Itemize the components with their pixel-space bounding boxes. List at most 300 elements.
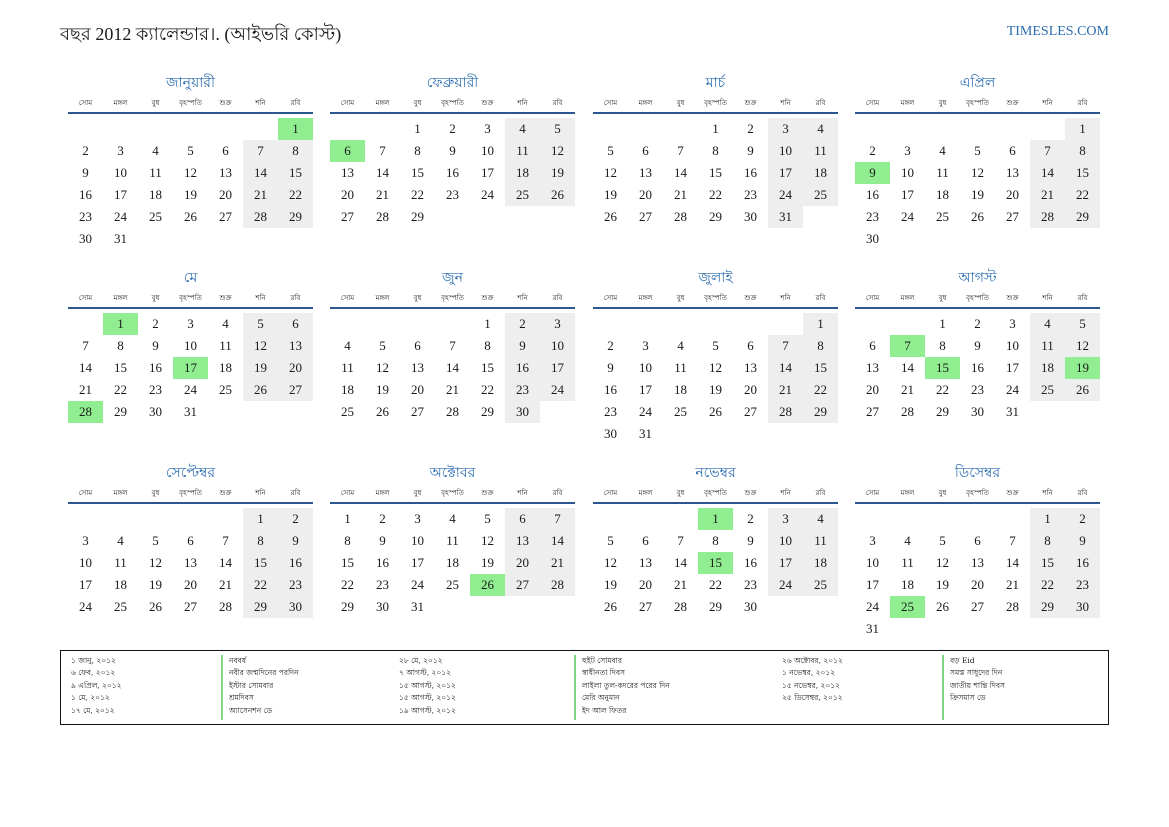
day-cell: 20 xyxy=(866,382,879,397)
empty-cell xyxy=(855,313,890,335)
day-grid xyxy=(330,118,575,228)
empty-cell xyxy=(663,313,698,335)
legend-holiday-name: লাইলা তুল-কদরের পরের দিন xyxy=(582,680,670,690)
day-cell: 5 xyxy=(152,533,159,548)
day-cell: 8 xyxy=(344,533,351,548)
weekday-label: মঙ্গল xyxy=(900,294,915,302)
day-cell: 15 xyxy=(1065,162,1100,184)
day-cell: 24 xyxy=(540,379,575,401)
day-cell: 25 xyxy=(341,404,354,419)
day-cell: 22 xyxy=(709,577,722,592)
day-cell: 19 xyxy=(243,357,278,379)
day-cell: 7 xyxy=(449,338,456,353)
day-cell: 23 xyxy=(744,577,757,592)
day-cell: 17 xyxy=(481,165,494,180)
empty-cell xyxy=(628,118,663,140)
day-cell: 16 xyxy=(604,382,617,397)
day-cell: 15 xyxy=(709,165,722,180)
legend-holiday-name: হুইট সোমবার xyxy=(582,656,622,665)
day-cell: 12 xyxy=(481,533,494,548)
weekday-label: বুধ xyxy=(151,99,160,107)
weekday-label: বৃহস্পতি xyxy=(704,294,727,302)
month-title: জুলাই xyxy=(698,270,733,286)
empty-cell xyxy=(960,118,995,140)
empty-cell xyxy=(768,313,803,335)
day-cell: 12 xyxy=(184,165,197,180)
day-cell: 29 xyxy=(1030,596,1065,618)
day-cell: 27 xyxy=(411,404,424,419)
day-cell: 6 xyxy=(747,338,754,353)
day-cell: 30 xyxy=(1065,596,1100,618)
day-cell: 2 xyxy=(869,143,876,158)
weekday-label: সোম xyxy=(603,294,618,302)
day-cell: 21 xyxy=(219,577,232,592)
empty-cell xyxy=(68,313,103,335)
day-cell: 9 xyxy=(747,143,754,158)
day-cell: 23 xyxy=(278,574,313,596)
day-grid xyxy=(68,508,313,618)
day-cell: 27 xyxy=(1006,209,1019,224)
day-cell: 19 xyxy=(604,187,617,202)
month-calendar xyxy=(330,462,575,618)
day-cell: 13 xyxy=(971,555,984,570)
weekday-header xyxy=(330,96,575,114)
day-cell: 12 xyxy=(1065,335,1100,357)
day-cell: 27 xyxy=(341,209,354,224)
day-cell: 11 xyxy=(341,360,354,375)
weekday-label: বৃহস্পতি xyxy=(704,99,727,107)
day-cell: 26 xyxy=(184,209,197,224)
day-cell: 4 xyxy=(117,533,124,548)
day-cell: 7 xyxy=(768,335,803,357)
day-cell: 10 xyxy=(1006,338,1019,353)
empty-cell xyxy=(925,508,960,530)
day-cell: 26 xyxy=(243,379,278,401)
weekday-label: মঙ্গল xyxy=(113,489,128,497)
month-title: আগস্ট xyxy=(958,270,997,286)
day-cell: 8 xyxy=(414,143,421,158)
day-cell: 4 xyxy=(803,508,838,530)
day-cell: 21 xyxy=(674,577,687,592)
site-link[interactable]: TIMESLES.COM xyxy=(1006,24,1109,39)
day-cell: 24 xyxy=(184,382,197,397)
weekday-label: শুক্র xyxy=(481,294,494,302)
empty-cell xyxy=(173,508,208,530)
day-cell: 8 xyxy=(243,530,278,552)
day-cell: 16 xyxy=(1065,552,1100,574)
weekday-label: সোম xyxy=(340,489,355,497)
day-cell: 8 xyxy=(712,143,719,158)
day-cell: 25 xyxy=(114,599,127,614)
empty-cell xyxy=(138,508,173,530)
weekday-label: রবি xyxy=(1077,489,1088,497)
day-cell: 28 xyxy=(446,404,459,419)
month-title: সেপ্টেম্বর xyxy=(165,465,216,481)
day-cell: 3 xyxy=(540,313,575,335)
day-cell: 18 xyxy=(803,162,838,184)
legend-date: ২৬ অক্টোবর, ২০১২ xyxy=(782,656,843,665)
day-cell: 4 xyxy=(904,533,911,548)
empty-cell xyxy=(103,118,138,140)
day-cell: 28 xyxy=(219,599,232,614)
holiday-cell: 15 xyxy=(698,552,733,574)
weekday-label: শনি xyxy=(780,294,791,302)
weekday-header xyxy=(593,96,838,114)
day-cell: 23 xyxy=(446,187,459,202)
month-title: ডিসেম্বর xyxy=(954,465,1001,481)
day-cell: 18 xyxy=(901,577,914,592)
day-cell: 27 xyxy=(278,379,313,401)
day-cell: 2 xyxy=(449,121,456,136)
day-cell: 25 xyxy=(1030,379,1065,401)
legend-holiday-name: শ্রমদিবস xyxy=(229,693,254,703)
day-cell: 21 xyxy=(1006,577,1019,592)
day-cell: 21 xyxy=(446,382,459,397)
day-cell: 19 xyxy=(971,187,984,202)
legend-holiday-name: বড় Eid xyxy=(950,656,975,665)
day-cell: 25 xyxy=(446,577,459,592)
day-cell: 8 xyxy=(1065,140,1100,162)
month-calendar xyxy=(855,72,1100,250)
weekday-label: বুধ xyxy=(676,99,685,107)
empty-cell xyxy=(173,118,208,140)
empty-cell xyxy=(435,313,470,335)
day-cell: 12 xyxy=(936,555,949,570)
day-cell: 5 xyxy=(607,143,614,158)
weekday-label: মঙ্গল xyxy=(638,294,653,302)
day-cell: 6 xyxy=(222,143,229,158)
month-title: জুন xyxy=(442,270,463,286)
day-cell: 25 xyxy=(803,574,838,596)
day-cell: 11 xyxy=(1030,335,1065,357)
day-cell: 22 xyxy=(341,577,354,592)
month-calendar xyxy=(593,72,838,228)
day-cell: 23 xyxy=(971,382,984,397)
empty-cell xyxy=(365,313,400,335)
weekday-label: বৃহস্পতি xyxy=(966,489,989,497)
day-cell: 23 xyxy=(505,379,540,401)
day-cell: 5 xyxy=(1065,313,1100,335)
day-cell: 9 xyxy=(974,338,981,353)
legend-names-col-3 xyxy=(942,655,1107,720)
day-cell: 19 xyxy=(149,577,162,592)
legend-date: ১৫ নভেম্বর, ২০১২ xyxy=(782,680,841,690)
weekday-header xyxy=(68,486,313,504)
day-cell: 2 xyxy=(1065,508,1100,530)
day-cell: 27 xyxy=(744,404,757,419)
weekday-label: বুধ xyxy=(938,99,947,107)
weekday-header xyxy=(68,96,313,114)
day-cell: 18 xyxy=(446,555,459,570)
day-cell: 29 xyxy=(803,401,838,423)
legend-date: ১৫ আগস্ট, ২০১২ xyxy=(399,693,456,703)
day-cell: 2 xyxy=(974,316,981,331)
holiday-cell: 1 xyxy=(103,313,138,335)
legend-holiday-name: ক্রিসমাস ডে xyxy=(950,693,986,703)
day-cell: 17 xyxy=(411,555,424,570)
day-cell: 3 xyxy=(1009,316,1016,331)
day-cell: 20 xyxy=(341,187,354,202)
day-cell: 7 xyxy=(222,533,229,548)
day-cell: 3 xyxy=(187,316,194,331)
empty-cell xyxy=(628,508,663,530)
day-cell: 10 xyxy=(866,555,879,570)
day-cell: 16 xyxy=(278,552,313,574)
day-cell: 12 xyxy=(604,165,617,180)
weekday-label: সোম xyxy=(78,99,93,107)
day-cell: 25 xyxy=(674,404,687,419)
day-cell: 15 xyxy=(278,162,313,184)
day-cell: 5 xyxy=(484,511,491,526)
day-cell: 12 xyxy=(971,165,984,180)
day-cell: 14 xyxy=(540,530,575,552)
empty-cell xyxy=(593,508,628,530)
day-cell: 10 xyxy=(411,533,424,548)
day-cell: 29 xyxy=(709,209,722,224)
day-cell: 24 xyxy=(411,577,424,592)
day-cell: 2 xyxy=(747,511,754,526)
day-cell: 8 xyxy=(939,338,946,353)
empty-cell xyxy=(208,508,243,530)
day-cell: 30 xyxy=(278,596,313,618)
weekday-label: বুধ xyxy=(676,294,685,302)
holiday-legend xyxy=(60,650,1109,725)
day-cell: 19 xyxy=(540,162,575,184)
day-cell: 5 xyxy=(974,143,981,158)
legend-holiday-name: নবীর জন্মদিনের পরদিন xyxy=(229,668,299,678)
day-cell: 6 xyxy=(505,508,540,530)
holiday-cell: 28 xyxy=(68,401,103,423)
day-cell: 11 xyxy=(803,530,838,552)
day-cell: 26 xyxy=(604,209,617,224)
day-cell: 29 xyxy=(341,599,354,614)
day-cell: 11 xyxy=(936,165,949,180)
weekday-label: শনি xyxy=(255,294,266,302)
day-cell: 4 xyxy=(222,316,229,331)
weekday-label: বৃহস্পতি xyxy=(179,294,202,302)
day-cell: 18 xyxy=(341,382,354,397)
month-title: ফেব্রুয়ারী xyxy=(426,75,479,91)
day-cell: 12 xyxy=(149,555,162,570)
day-cell: 11 xyxy=(149,165,162,180)
day-cell: 21 xyxy=(79,382,92,397)
weekday-label: মঙ্গল xyxy=(638,99,653,107)
weekday-label: মঙ্গল xyxy=(375,294,390,302)
day-grid xyxy=(593,313,838,445)
empty-cell xyxy=(855,508,890,530)
day-cell: 7 xyxy=(677,533,684,548)
day-cell: 13 xyxy=(866,360,879,375)
day-cell: 13 xyxy=(1006,165,1019,180)
weekday-label: বৃহস্পতি xyxy=(179,489,202,497)
day-cell: 18 xyxy=(674,382,687,397)
legend-names-col-2 xyxy=(574,655,782,720)
holiday-cell: 9 xyxy=(855,162,890,184)
day-cell: 16 xyxy=(376,555,389,570)
weekday-label: সোম xyxy=(78,489,93,497)
day-cell: 24 xyxy=(866,599,879,614)
day-cell: 5 xyxy=(243,313,278,335)
legend-holiday-name: মেরি অনুমান xyxy=(582,693,620,703)
day-cell: 15 xyxy=(341,555,354,570)
day-cell: 3 xyxy=(117,143,124,158)
day-cell: 31 xyxy=(866,621,879,636)
day-cell: 19 xyxy=(709,382,722,397)
weekday-label: শনি xyxy=(517,294,528,302)
holiday-cell: 7 xyxy=(890,335,925,357)
day-cell: 17 xyxy=(79,577,92,592)
day-cell: 9 xyxy=(747,533,754,548)
day-cell: 22 xyxy=(481,382,494,397)
weekday-header xyxy=(855,96,1100,114)
empty-cell xyxy=(593,118,628,140)
day-cell: 23 xyxy=(79,209,92,224)
day-cell: 26 xyxy=(376,404,389,419)
day-cell: 29 xyxy=(709,599,722,614)
weekday-label: বৃহস্পতি xyxy=(704,489,727,497)
day-cell: 14 xyxy=(243,162,278,184)
day-cell: 27 xyxy=(184,599,197,614)
day-cell: 15 xyxy=(481,360,494,375)
weekday-label: বুধ xyxy=(676,489,685,497)
holiday-cell: 6 xyxy=(330,140,365,162)
day-cell: 17 xyxy=(901,187,914,202)
day-cell: 20 xyxy=(971,577,984,592)
day-cell: 28 xyxy=(376,209,389,224)
day-cell: 5 xyxy=(540,118,575,140)
month-calendar xyxy=(593,462,838,618)
weekday-header xyxy=(68,291,313,309)
day-cell: 17 xyxy=(540,357,575,379)
empty-cell xyxy=(400,313,435,335)
weekday-label: বৃহস্পতি xyxy=(441,99,464,107)
day-cell: 26 xyxy=(1065,379,1100,401)
empty-cell xyxy=(365,118,400,140)
day-cell: 23 xyxy=(1065,574,1100,596)
day-cell: 19 xyxy=(376,382,389,397)
day-cell: 4 xyxy=(939,143,946,158)
day-cell: 4 xyxy=(344,338,351,353)
day-cell: 13 xyxy=(639,165,652,180)
day-cell: 13 xyxy=(219,165,232,180)
day-cell: 21 xyxy=(901,382,914,397)
day-cell: 13 xyxy=(411,360,424,375)
weekday-label: বুধ xyxy=(938,294,947,302)
legend-date: ৭ আগস্ট, ২০১২ xyxy=(399,668,451,678)
day-grid xyxy=(593,508,838,618)
weekday-label: শুক্র xyxy=(744,489,757,497)
day-cell: 3 xyxy=(642,338,649,353)
weekday-label: শুক্র xyxy=(744,294,757,302)
weekday-label: শনি xyxy=(517,99,528,107)
day-cell: 16 xyxy=(79,187,92,202)
day-cell: 5 xyxy=(712,338,719,353)
weekday-label: সোম xyxy=(603,489,618,497)
weekday-label: রবি xyxy=(1077,294,1088,302)
weekday-label: সোম xyxy=(865,99,880,107)
weekday-label: শনি xyxy=(780,489,791,497)
day-cell: 4 xyxy=(677,338,684,353)
day-cell: 7 xyxy=(1030,140,1065,162)
day-cell: 21 xyxy=(1030,184,1065,206)
weekday-label: রবি xyxy=(552,294,563,302)
day-cell: 31 xyxy=(1006,404,1019,419)
day-cell: 10 xyxy=(768,140,803,162)
day-cell: 22 xyxy=(1030,574,1065,596)
day-cell: 16 xyxy=(149,360,162,375)
empty-cell xyxy=(330,118,365,140)
holiday-cell: 1 xyxy=(698,508,733,530)
day-cell: 24 xyxy=(79,599,92,614)
day-cell: 12 xyxy=(243,335,278,357)
holiday-cell: 17 xyxy=(173,357,208,379)
weekday-label: রবি xyxy=(290,99,301,107)
day-cell: 3 xyxy=(869,533,876,548)
holiday-cell: 19 xyxy=(1065,357,1100,379)
day-cell: 10 xyxy=(768,530,803,552)
day-cell: 28 xyxy=(243,206,278,228)
day-cell: 12 xyxy=(604,555,617,570)
day-grid xyxy=(855,118,1100,250)
empty-cell xyxy=(68,508,103,530)
day-cell: 25 xyxy=(505,184,540,206)
month-title: এপ্রিল xyxy=(959,75,996,91)
day-cell: 3 xyxy=(484,121,491,136)
day-cell: 6 xyxy=(1009,143,1016,158)
day-cell: 7 xyxy=(379,143,386,158)
day-cell: 4 xyxy=(803,118,838,140)
weekday-label: রবি xyxy=(815,489,826,497)
day-cell: 7 xyxy=(1009,533,1016,548)
month-title: মার্চ xyxy=(705,75,726,91)
month-calendar xyxy=(68,267,313,423)
day-cell: 20 xyxy=(411,382,424,397)
day-cell: 19 xyxy=(936,577,949,592)
day-cell: 3 xyxy=(904,143,911,158)
day-cell: 31 xyxy=(114,231,127,246)
day-cell: 22 xyxy=(1065,184,1100,206)
day-cell: 24 xyxy=(639,404,652,419)
day-cell: 30 xyxy=(79,231,92,246)
day-cell: 13 xyxy=(639,555,652,570)
day-cell: 1 xyxy=(414,121,421,136)
month-title: নভেম্বর xyxy=(695,465,736,481)
day-cell: 11 xyxy=(505,140,540,162)
day-cell: 2 xyxy=(505,313,540,335)
empty-cell xyxy=(138,118,173,140)
day-cell: 16 xyxy=(446,165,459,180)
day-cell: 16 xyxy=(744,165,757,180)
empty-cell xyxy=(855,118,890,140)
month-calendar xyxy=(330,72,575,228)
day-cell: 18 xyxy=(803,552,838,574)
day-cell: 22 xyxy=(709,187,722,202)
weekday-label: রবি xyxy=(290,294,301,302)
page-title: বছর 2012 ক্যালেন্ডার।. (আইভরি কোস্ট) xyxy=(60,24,342,44)
month-title: মে xyxy=(183,270,198,286)
empty-cell xyxy=(995,118,1030,140)
empty-cell xyxy=(733,313,768,335)
day-cell: 30 xyxy=(744,209,757,224)
day-cell: 3 xyxy=(414,511,421,526)
day-cell: 13 xyxy=(341,165,354,180)
day-cell: 6 xyxy=(974,533,981,548)
day-cell: 3 xyxy=(768,118,803,140)
day-cell: 2 xyxy=(747,121,754,136)
day-cell: 25 xyxy=(219,382,232,397)
weekday-label: বুধ xyxy=(938,489,947,497)
day-cell: 9 xyxy=(152,338,159,353)
